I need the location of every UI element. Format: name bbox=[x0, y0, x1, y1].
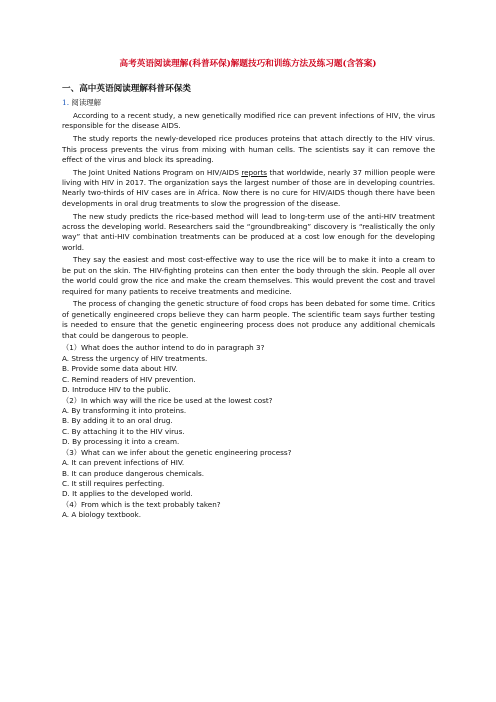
section-heading: 一、高中英语阅读理解科普环保类 bbox=[62, 84, 191, 94]
q1-option-d: D. Introduce HIV to the public. bbox=[62, 385, 171, 395]
q4-option-a: A. A biology textbook. bbox=[62, 510, 142, 520]
q3-option-a: A. It can prevent infections of HIV. bbox=[62, 458, 185, 468]
underlined-word: reports bbox=[241, 167, 268, 177]
q3-option-b: B. It can produce dangerous chemicals. bbox=[62, 468, 205, 478]
q2-option-c: C. By attaching it to the HIV virus. bbox=[62, 426, 185, 436]
paragraph-6: The process of changing the genetic structure of food crops has been debated for some time. Critics of genetically engineered crops believe they can harm people. The scientific team says further testing is needed to ensure that the genetic engineering process does not produce any additional chemicals that could be dangerous to people. bbox=[62, 299, 435, 340]
q1-option-a: A. Stress the urgency of HIV treatments. bbox=[62, 353, 208, 363]
question-1: （1）What does the author intend to do in paragraph 3? bbox=[62, 343, 265, 353]
subsection-label: 阅读理解 bbox=[71, 98, 101, 107]
question-3: （3）What can we infer about the genetic engineering process? bbox=[62, 447, 292, 457]
passage-body bbox=[62, 111, 435, 521]
q2-option-b: B. By adding it to an oral drug. bbox=[62, 416, 173, 426]
subsection-number: 1. bbox=[62, 98, 70, 107]
paragraph-3-after: that worldwide, nearly 37 million people were living with HIV in 2017. The organization says the largest number of those are in developing countries. Nearly two-thirds of HIV cases are in Africa. Now there is no cure for HIV/AIDS though there have been developments in oral drug treatments to slow the progression of the disease. bbox=[62, 167, 435, 208]
paragraph-1: According to a recent study, a new genetically modified rice can prevent infections of HIV, the virus responsible for the disease AIDS. bbox=[62, 111, 435, 131]
paragraph-3 bbox=[62, 168, 435, 210]
paragraph-4: The new study predicts the rice-based method will lead to long-term use of the anti-HIV treatment across the developing world. Researchers said the “groundbreaking” discovery is “realistically the only way” that anti-HIV combination treatments can be produced at a cost low enough for the developing world. bbox=[62, 211, 435, 252]
q2-option-d: D. By processing it into a cream. bbox=[62, 437, 180, 447]
question-2: （2）In which way will the rice be used at the lowest cost? bbox=[62, 395, 273, 405]
q2-option-a: A. By transforming it into proteins. bbox=[62, 405, 187, 415]
question-4: （4）From which is the text probably taken? bbox=[62, 499, 221, 509]
paragraph-5: They say the easiest and most cost-effective way to use the rice will be to make it into a cream to be put on the skin. The HIV-fighting proteins can then enter the body through the skin. People all over the world could grow the rice and make the cream themselves. This would prevent the cost and travel required for many patients to receive treatments and medicine. bbox=[62, 255, 435, 296]
q3-option-c: C. It still requires perfecting. bbox=[62, 479, 165, 488]
q1-option-c: C. Remind readers of HIV prevention. bbox=[62, 374, 196, 384]
subsection-heading bbox=[62, 98, 101, 109]
q3-option-d: D. It applies to the developed world. bbox=[62, 489, 193, 499]
paragraph-3-before: The Joint United Nations Program on HIV/AIDS bbox=[73, 167, 242, 177]
document-title: 高考英语阅读理解(科普环保)解题技巧和训练方法及练习题(含答案) bbox=[119, 59, 377, 69]
q1-option-b: B. Provide some data about HIV. bbox=[62, 364, 178, 374]
paragraph-2: The study reports the newly-developed rice produces proteins that attach directly to the HIV virus. This process prevents the virus from mixing with human cells. The scientists say it can remove the effect of the virus and block its spreading. bbox=[62, 134, 435, 164]
